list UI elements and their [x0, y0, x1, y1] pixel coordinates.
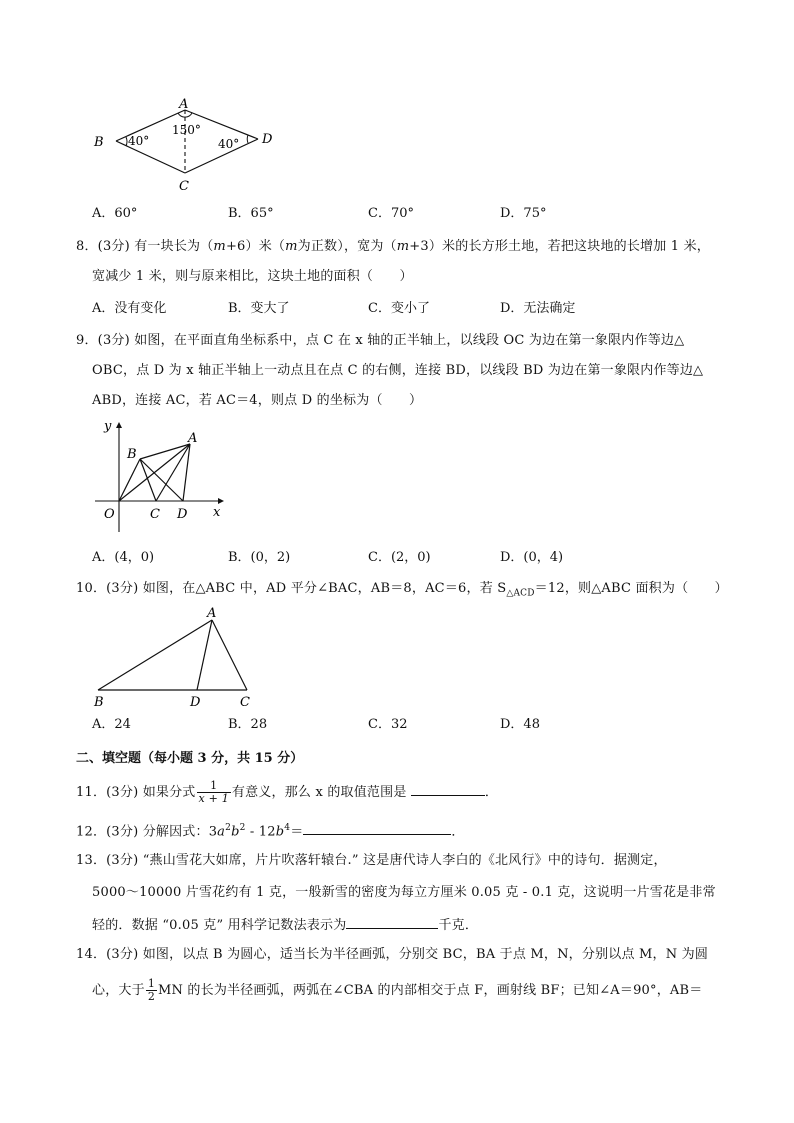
q10-option-b[interactable]: B．28 — [228, 717, 268, 732]
q7-option-c[interactable]: C．70° — [368, 206, 414, 221]
q7-angle-arc-b — [126, 137, 127, 146]
q9-text-line1: 9．(3分) 如图，在平面直角坐标系中，点 C 在 x 轴的正半轴上，以线段 OC 为边在第一象限内作等边△ — [76, 333, 685, 348]
q11-text: 11．(3分) 如果分式 $\frac{1}{x + 1}$ 有意义，那么 x 的取值范围是 ． — [76, 779, 499, 805]
q13-text-line1: 13．(3分) “燕山雪花大如席，片片吹落轩辕台.” 这是唐代诗人李白的《北风行》中的诗句．据测定， — [76, 853, 667, 868]
q8-option-a[interactable]: A．没有变化 — [92, 301, 167, 316]
q9-coordinate-figure — [90, 418, 230, 538]
q14-text-line2: 心，大于 $\frac{1}{2}$ MN 的长为半径画弧，两弧在∠CBA 的内部相交于点 F，画射线 BF；已知∠A＝90°，AB＝ — [92, 977, 703, 1003]
q10-label-a: A — [207, 606, 217, 621]
q9-option-a[interactable]: A．(4，0) — [92, 550, 155, 565]
q9-label-c: C — [150, 507, 160, 522]
q7-label-a: A — [179, 97, 189, 112]
q13-text-line2: 5000～10000 片雪花约有 1 克，一般新雪的密度为每立方厘米 0.05 克 - 0.1 克，这说明一片雪花是非常 — [92, 885, 716, 900]
q13-text-line3: 轻的．数据 “0.05 克” 用科学记数法表示为 千克． — [92, 914, 478, 935]
q9-seg-ob — [119, 459, 140, 501]
q7-label-c: C — [179, 179, 189, 194]
q9-x-axis-arrow — [218, 498, 224, 504]
q9-option-d[interactable]: D．(0，4) — [500, 550, 564, 565]
q8-text-line2: 宽减少 1 米，则与原来相比，这块土地的面积（ ） — [92, 269, 413, 284]
q9-option-b[interactable]: B．(0，2) — [228, 550, 291, 565]
q7-option-d[interactable]: D．75° — [500, 206, 547, 221]
q9-text-line3: ABD，连接 AC，若 AC＝4，则点 D 的坐标为（ ） — [92, 393, 423, 408]
q7-angle-a-label: 150° — [172, 123, 201, 137]
q10-seg-ad — [197, 620, 212, 690]
q14-text-line1: 14．(3分) 如图，以点 B 为圆心，适当长为半径画弧，分别交 BC，BA 于点 M，N，分别以点 M，N 为圆 — [76, 947, 709, 962]
q9-text-line2: OBC，点 D 为 x 轴正半轴上一动点且在点 C 的右侧，连接 BD，以线段 BD 为边在第一象限内作等边△ — [92, 363, 704, 378]
q9-seg-ad — [183, 444, 190, 501]
q10-option-a[interactable]: A．24 — [92, 717, 131, 732]
q9-label-y: y — [104, 419, 112, 434]
q7-label-d: D — [262, 132, 273, 147]
q9-label-b: B — [127, 447, 137, 462]
q10-triangle-figure — [90, 602, 260, 710]
q10-label-c: C — [240, 695, 250, 710]
q9-label-x: x — [213, 505, 221, 520]
q10-label-b: B — [94, 695, 104, 710]
q13-answer-blank[interactable] — [346, 914, 438, 929]
q7-angle-arc-d — [247, 135, 248, 143]
q8-option-b[interactable]: B．变大了 — [228, 301, 290, 316]
q7-angle-d-label: 40° — [218, 137, 240, 151]
q9-label-a: A — [188, 431, 198, 446]
q7-option-a[interactable]: A．60° — [92, 206, 138, 221]
q7-label-b: B — [94, 135, 104, 150]
q12-answer-blank[interactable] — [303, 820, 451, 835]
q9-option-c[interactable]: C．(2，0) — [368, 550, 431, 565]
q9-label-o: O — [104, 507, 115, 522]
q8-text-line1: 8．(3分) 有一块长为（m+6）米（m为正数），宽为（m+3）米的长方形土地，若把这块地的长增加 1 米， — [76, 239, 710, 254]
q11-fraction: $\frac{1}{x + 1}$ — [198, 779, 229, 805]
q14-fraction: $\frac{1}{2}$ — [147, 977, 156, 1003]
q10-seg-ab — [98, 620, 212, 690]
q10-option-c[interactable]: C．32 — [368, 717, 408, 732]
q10-seg-ac — [212, 620, 247, 690]
q10-text-line1: 10．(3分) 如图，在△ABC 中，AD 平分∠BAC，AB＝8，AC＝6，若 $S_{\triangle ACD}=12$，则△ABC 面积为（ ） — [76, 581, 728, 599]
q9-label-d: D — [177, 507, 188, 522]
q10-option-d[interactable]: D．48 — [500, 717, 540, 732]
section-heading-fill-in: 二、填空题（每小题 3 分，共 15 分） — [76, 751, 304, 766]
q10-label-d: D — [190, 695, 201, 710]
q7-kite-figure — [90, 96, 280, 196]
q8-option-c[interactable]: C．变小了 — [368, 301, 430, 316]
q9-seg-bd — [140, 459, 183, 501]
q8-option-d[interactable]: D．无法确定 — [500, 301, 576, 316]
q7-angle-b-label: 40° — [128, 134, 150, 148]
q12-text: 12．(3分) 分解因式：$3a^2b^2 - 12b^4=$ ． — [76, 819, 465, 841]
q7-option-b[interactable]: B．65° — [228, 206, 274, 221]
q9-y-axis-arrow — [116, 422, 122, 428]
q9-seg-bc — [140, 459, 156, 501]
q11-answer-blank[interactable] — [411, 781, 485, 796]
